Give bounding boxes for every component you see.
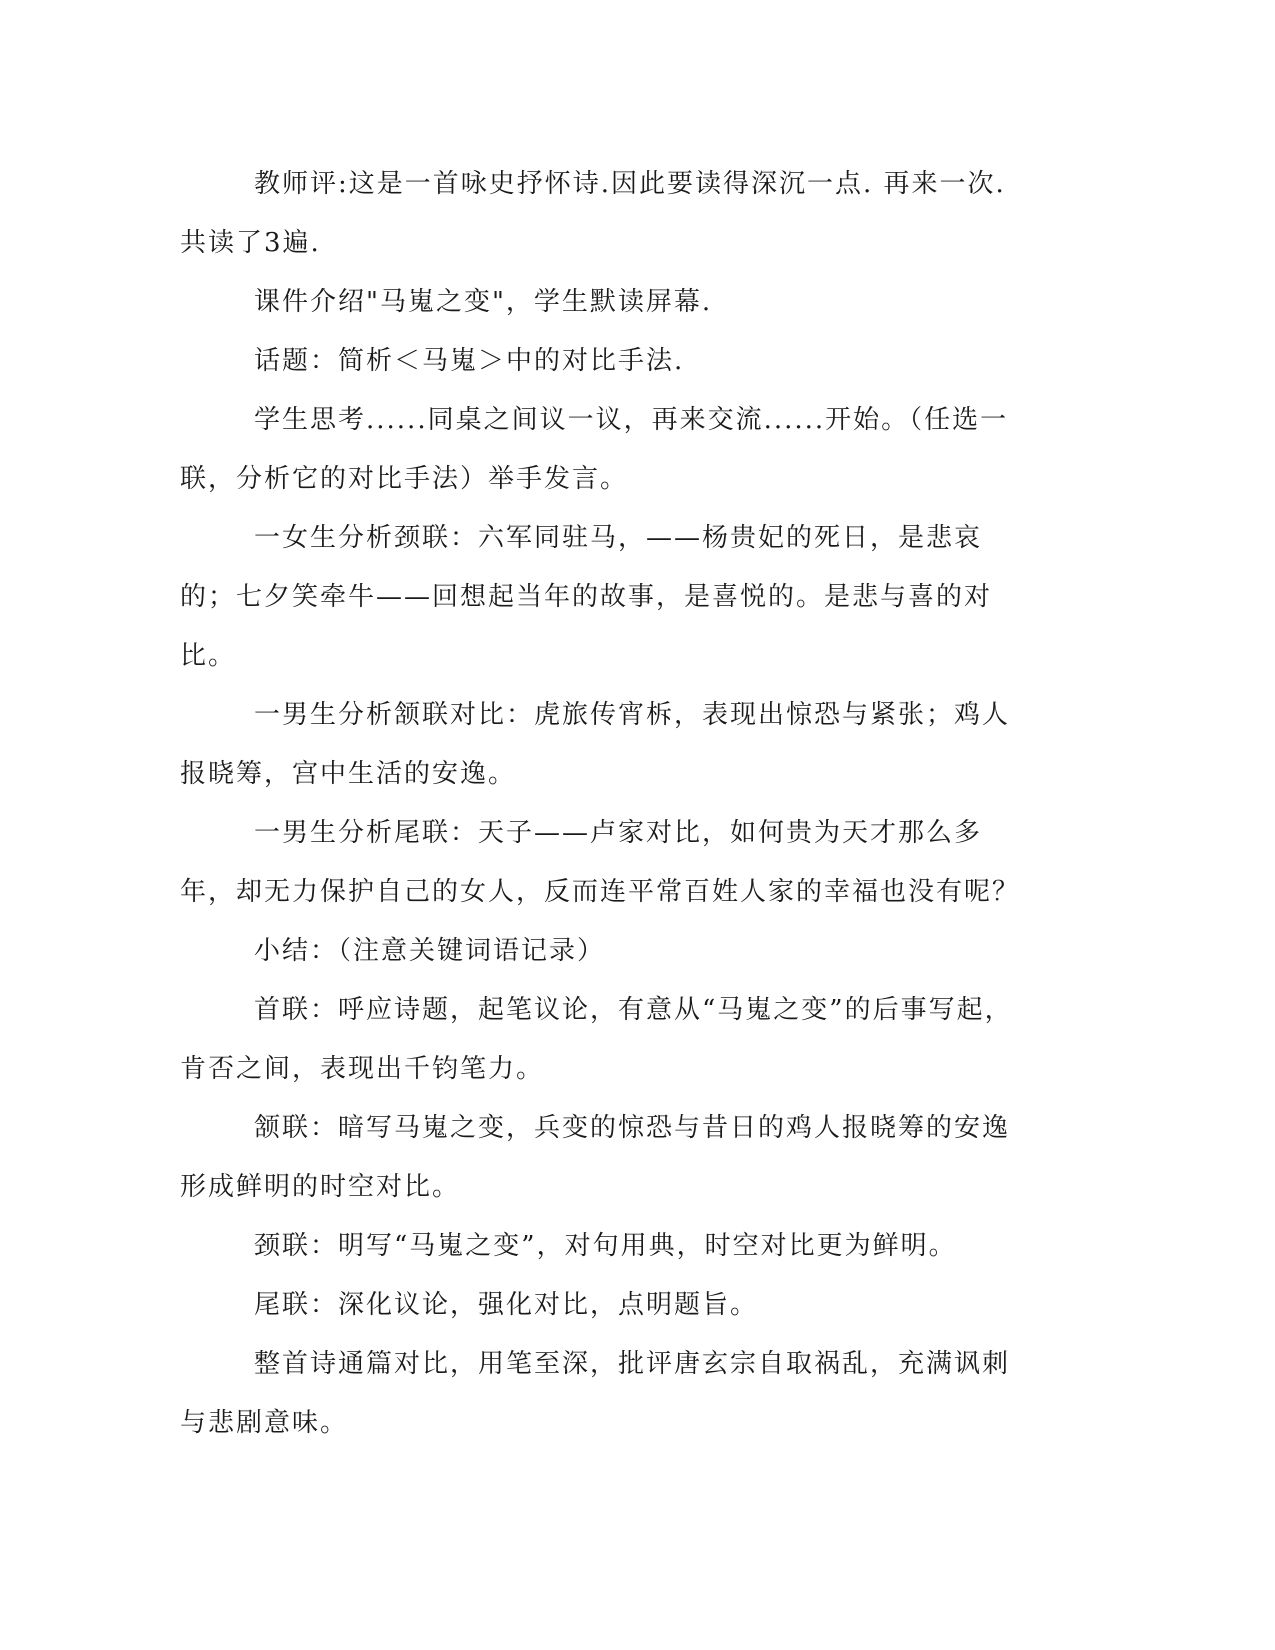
- paragraph-teacher-comment: 教师评:这是一首咏史抒怀诗.因此要读得深沉一点. 再来一次. 共读了3遍.: [180, 169, 1006, 258]
- paragraph-conclusion: 整首诗通篇对比，用笔至深，批评唐玄宗自取祸乱，充满讽刺与悲剧意味。: [180, 1349, 1011, 1438]
- paragraph-student-thinking: 学生思考......同桌之间议一议，再来交流......开始。（任选一联，分析它的对比手法）举手发言。: [180, 405, 1009, 494]
- paragraph-girl-analysis: 一女生分析颈联：六军同驻马，——杨贵妃的死日，是悲哀的；七夕笑牵牛——回想起当年的故事，是喜悦的。是悲与喜的对比。: [180, 523, 993, 671]
- paragraph-topic: 话题：简析＜马嵬＞中的对比手法.: [254, 346, 685, 376]
- document-body: [180, 155, 1030, 1453]
- paragraph-boy-analysis-hanlian: 一男生分析颔联对比：虎旅传宵柝，表现出惊恐与紧张；鸡人报晓筹，宫中生活的安逸。: [180, 700, 1011, 789]
- paragraph-shoulian: 首联：呼应诗题，起笔议论，有意从“马嵬之变”的后事写起，肯否之间，表现出千钧笔力。: [180, 995, 1013, 1084]
- paragraph-hanlian: 颔联：暗写马嵬之变，兵变的惊恐与昔日的鸡人报晓筹的安逸形成鲜明的时空对比。: [180, 1113, 1011, 1202]
- paragraph-courseware-intro: 课件介绍"马嵬之变"，学生默读屏幕.: [254, 287, 713, 317]
- paragraph-summary-heading: 小结：（注意关键词语记录）: [254, 936, 606, 966]
- paragraph-jinglian: 颈联：明写“马嵬之变”，对句用典，时空对比更为鲜明。: [254, 1231, 957, 1261]
- paragraph-weilian: 尾联：深化议论，强化对比，点明题旨。: [254, 1290, 759, 1320]
- paragraph-boy-analysis-weilian: 一男生分析尾联：天子——卢家对比，如何贵为天才那么多年，却无力保护自己的女人，反而连平常百姓人家的幸福也没有呢？: [180, 818, 1021, 907]
